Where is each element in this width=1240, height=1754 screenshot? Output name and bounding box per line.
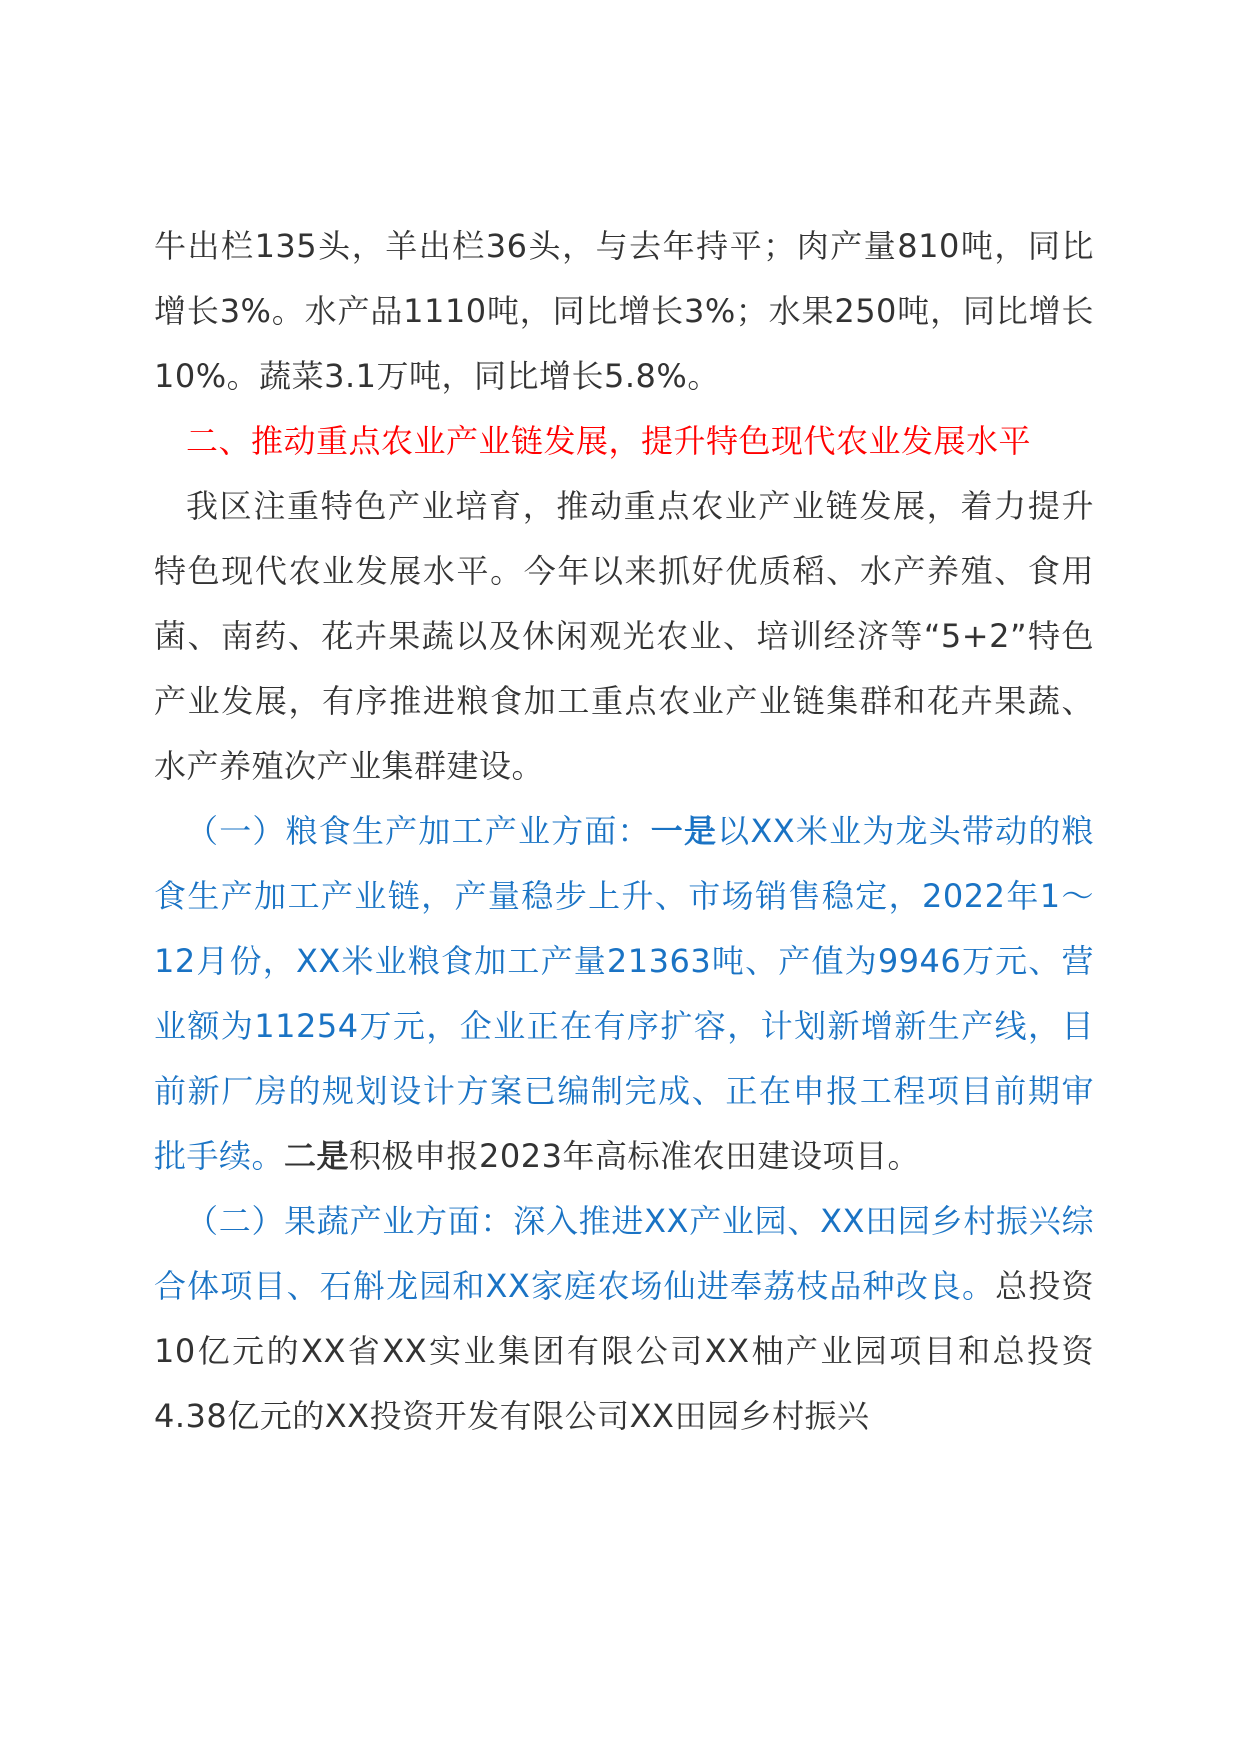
subsection-fruit-rest: 总投资10亿元的XX省XX实业集团有限公司XX柚产业园项目和总投资4.38亿元的XX投资开发有限公司XX田园乡村振兴 [154,1267,1094,1435]
paragraph-livestock-stats [154,214,1094,409]
paragraph-industry-overview-text: 我区注重特色产业培育，推动重点农业产业链发展，着力提升特色现代农业发展水平。今年以来抓好优质稻、水产养殖、食用菌、南药、花卉果蔬以及休闲观光农业、培训经济等“5+2”特色产业发展，有序推进粮食加工重点农业产业链集群和花卉果蔬、水产养殖次产业集群建设。 [154,487,1094,785]
subsection-grain-processing [154,799,1094,1189]
subsection-fruit-lead: （二）果蔬产业方面：深入推进XX产业园、XX田园乡村振兴综合体项目、石斛龙园和XX家庭农场仙进奉荔枝品种改良。 [154,1202,1094,1305]
section-heading-2-text: 二、推动重点农业产业链发展，提升特色现代农业发展水平 [186,422,1032,460]
second-point-text: 积极申报2023年高标准农田建设项目。 [349,1137,920,1175]
second-point-marker: 二是 [284,1137,350,1175]
subsection-grain-lead: （一）粮食生产加工产业方面： [186,812,651,850]
document-body [154,214,1094,1449]
paragraph-livestock-text: 牛出栏135头，羊出栏36头，与去年持平；肉产量810吨，同比增长3%。水产品1110吨，同比增长3%；水果250吨，同比增长10%。蔬菜3.1万吨，同比增长5.8%。 [154,227,1094,395]
paragraph-industry-overview [154,474,1094,799]
first-point-text: 以XX米业为龙头带动的粮食生产加工产业链，产量稳步上升、市场销售稳定，2022年1～12月份，XX米业粮食加工产量21363吨、产值为9946万元、营业额为11254万元，企业正在有序扩容，计划新增新生产线，目前新厂房的规划设计方案已编制完成、正在申报工程项目前期审批手续。 [154,812,1094,1175]
subsection-fruit-vegetable [154,1189,1094,1449]
section-heading-2 [154,409,1094,474]
first-point-marker: 一是 [650,812,718,850]
